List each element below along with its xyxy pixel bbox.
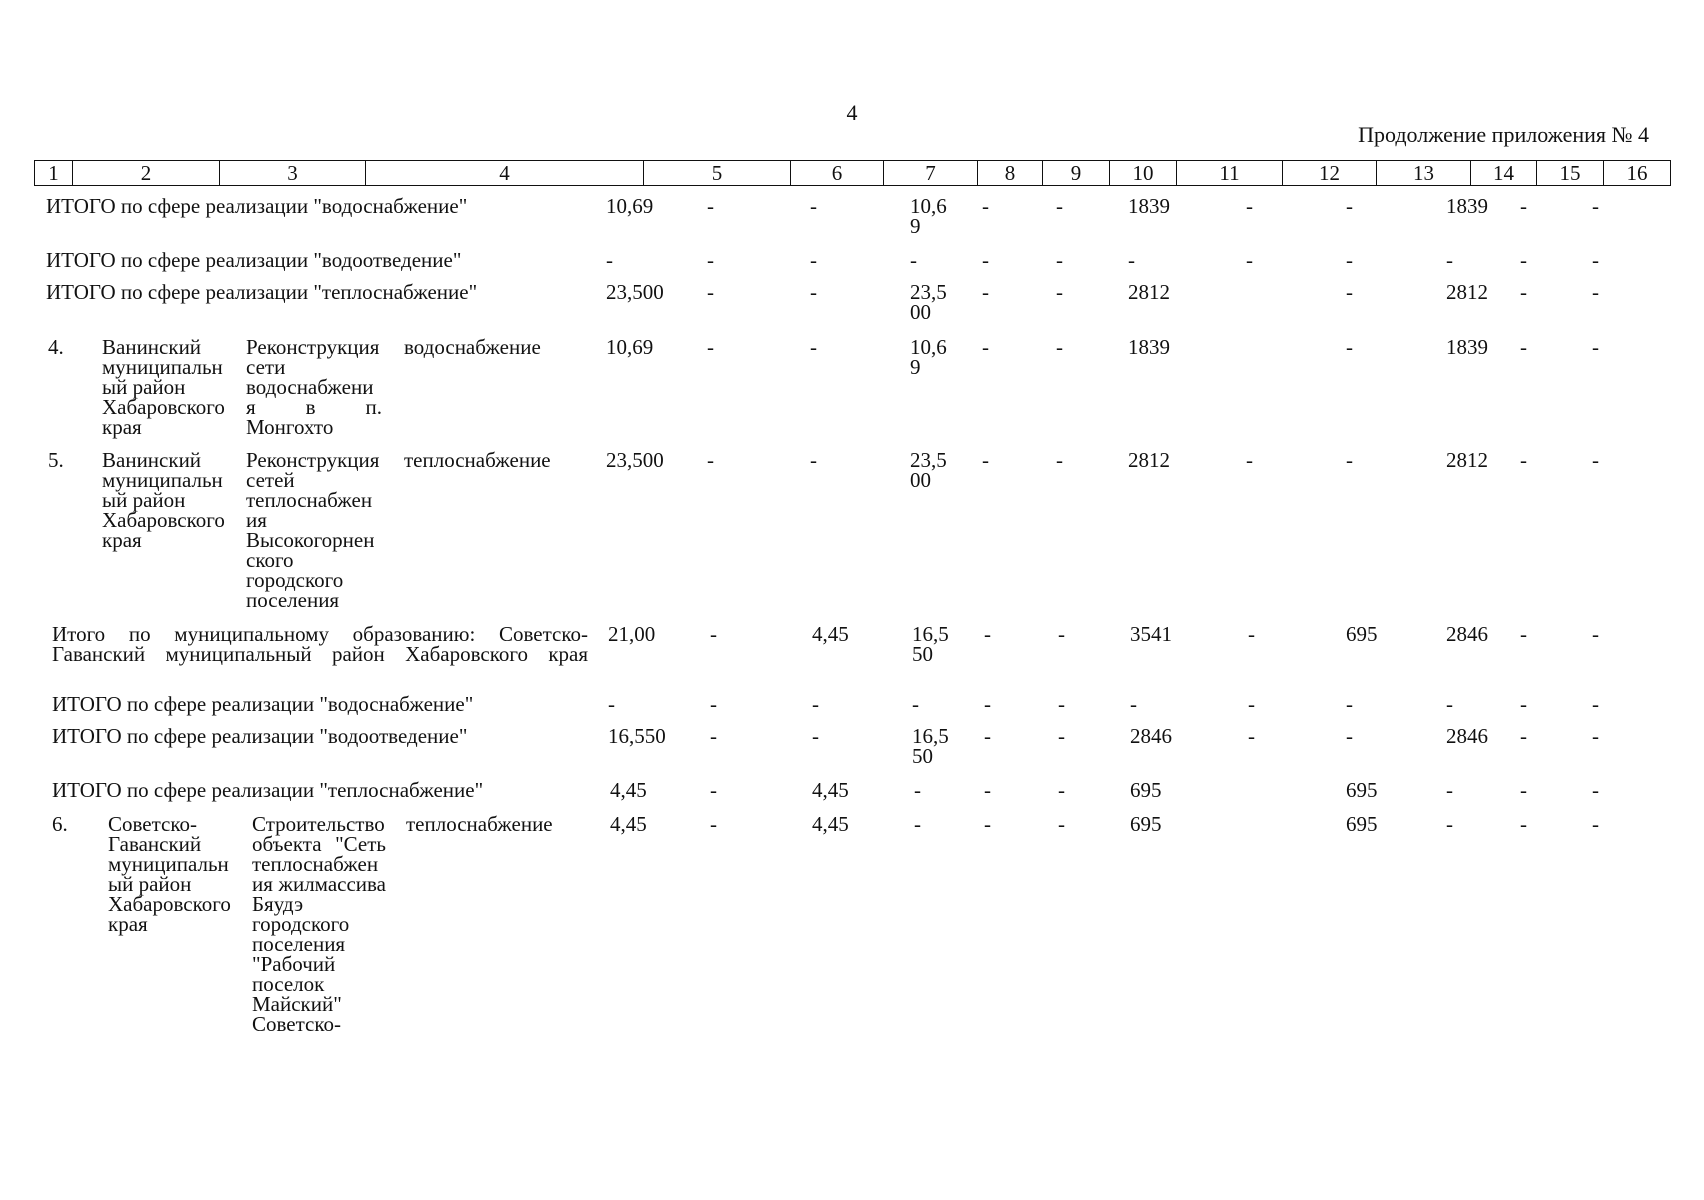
cell-col6: - bbox=[707, 194, 714, 218]
cell-col9: - bbox=[982, 448, 989, 472]
cell-col7: 4,45 bbox=[812, 778, 849, 802]
cell-col8: - bbox=[914, 812, 921, 836]
cell-col15: - bbox=[1520, 622, 1527, 646]
header-col-4: 4 bbox=[366, 161, 644, 186]
row-label: ИТОГО по сфере реализации "водоснабжение" bbox=[46, 194, 468, 218]
cell-col13: - bbox=[1346, 335, 1353, 359]
cell-col13: - bbox=[1346, 280, 1353, 304]
header-col-1: 1 bbox=[35, 161, 73, 186]
cell-col5: 10,69 bbox=[606, 335, 654, 359]
cell-col14: 2812 bbox=[1446, 448, 1488, 472]
cell-col11: 2812 bbox=[1128, 448, 1170, 472]
cell-col6: - bbox=[710, 622, 717, 646]
cell-col7: 4,45 bbox=[812, 812, 849, 836]
cell-col15: - bbox=[1520, 724, 1527, 748]
cell-col5: 23,500 bbox=[606, 280, 664, 304]
cell-col14: 1839 bbox=[1446, 335, 1488, 359]
cell-col15: - bbox=[1520, 778, 1527, 802]
cell-col10: - bbox=[1056, 248, 1063, 272]
cell-col12: - bbox=[1246, 194, 1253, 218]
cell-col6: - bbox=[710, 812, 717, 836]
cell-col12: - bbox=[1248, 622, 1255, 646]
cell-col13: 695 bbox=[1346, 812, 1378, 836]
cell-col16: - bbox=[1592, 448, 1599, 472]
cell-col15: - bbox=[1520, 248, 1527, 272]
cell-col12: - bbox=[1248, 724, 1255, 748]
cell-col8: - bbox=[910, 248, 917, 272]
cell-col13: - bbox=[1346, 724, 1353, 748]
header-col-10: 10 bbox=[1110, 161, 1177, 186]
header-col-11: 11 bbox=[1177, 161, 1283, 186]
row-label: ИТОГО по сфере реализации "водоотведение" bbox=[46, 248, 462, 272]
cell-col16: - bbox=[1592, 335, 1599, 359]
cell-col12: - bbox=[1246, 248, 1253, 272]
row-label: ИТОГО по сфере реализации "водоотведение" bbox=[52, 724, 468, 748]
cell-col7: - bbox=[810, 248, 817, 272]
cell-col12: - bbox=[1246, 448, 1253, 472]
cell-col11: 2812 bbox=[1128, 280, 1170, 304]
cell-col8: 16,550 bbox=[912, 724, 949, 768]
cell-col9: - bbox=[984, 778, 991, 802]
cell-col11: 3541 bbox=[1130, 622, 1172, 646]
header-col-3: 3 bbox=[220, 161, 366, 186]
cell-col6: - bbox=[710, 692, 717, 716]
appendix-title: Продолжение приложения № 4 bbox=[1358, 122, 1649, 147]
cell-col8: 23,500 bbox=[910, 280, 947, 324]
cell-col8: 10,69 bbox=[910, 335, 947, 379]
cell-col15: - bbox=[1520, 280, 1527, 304]
cell-col14: - bbox=[1446, 248, 1453, 272]
header-col-9: 9 bbox=[1043, 161, 1110, 186]
cell-col9: - bbox=[984, 622, 991, 646]
cell-col5: - bbox=[608, 692, 615, 716]
sphere-cell: теплоснабжение bbox=[406, 812, 553, 836]
municipality-cell: Ванинский муниципальный район Хабаровского края bbox=[102, 448, 225, 552]
header-col-6: 6 bbox=[791, 161, 884, 186]
cell-col13: 695 bbox=[1346, 622, 1378, 646]
cell-col11: 695 bbox=[1130, 778, 1162, 802]
cell-col14: - bbox=[1446, 778, 1453, 802]
cell-col10: - bbox=[1058, 724, 1065, 748]
cell-col15: - bbox=[1520, 812, 1527, 836]
cell-col10: - bbox=[1058, 778, 1065, 802]
cell-col5: 16,550 bbox=[608, 724, 666, 748]
cell-col5: 23,500 bbox=[606, 448, 664, 472]
cell-col9: - bbox=[984, 692, 991, 716]
cell-col8: - bbox=[914, 778, 921, 802]
cell-col16: - bbox=[1592, 778, 1599, 802]
cell-col6: - bbox=[707, 335, 714, 359]
cell-col5: - bbox=[606, 248, 613, 272]
cell-col14: 2846 bbox=[1446, 724, 1488, 748]
cell-col10: - bbox=[1056, 448, 1063, 472]
cell-col10: - bbox=[1058, 812, 1065, 836]
municipality-cell: Ванинский муниципальный район Хабаровского края bbox=[102, 335, 225, 439]
cell-col10: - bbox=[1056, 335, 1063, 359]
object-cell: Реконструкция сетей теплоснабжения Высокогорненского городского поселения bbox=[246, 448, 380, 612]
cell-col7: - bbox=[812, 692, 819, 716]
cell-col13: - bbox=[1346, 448, 1353, 472]
cell-col5: 21,00 bbox=[608, 622, 656, 646]
header-col-15: 15 bbox=[1537, 161, 1604, 186]
row-label: ИТОГО по сфере реализации "теплоснабжение" bbox=[46, 280, 478, 304]
row-label: ИТОГО по сфере реализации "теплоснабжение" bbox=[52, 778, 484, 802]
cell-col15: - bbox=[1520, 448, 1527, 472]
cell-col13: - bbox=[1346, 194, 1353, 218]
row-number: 4. bbox=[48, 335, 64, 359]
cell-col15: - bbox=[1520, 335, 1527, 359]
cell-col10: - bbox=[1056, 280, 1063, 304]
header-col-2: 2 bbox=[73, 161, 220, 186]
header-col-14: 14 bbox=[1471, 161, 1537, 186]
cell-col7: - bbox=[810, 335, 817, 359]
sphere-cell: теплоснабжение bbox=[404, 448, 551, 472]
cell-col16: - bbox=[1592, 622, 1599, 646]
cell-col11: 695 bbox=[1130, 812, 1162, 836]
cell-col11: 2846 bbox=[1130, 724, 1172, 748]
cell-col5: 4,45 bbox=[610, 812, 647, 836]
cell-col13: - bbox=[1346, 248, 1353, 272]
cell-col5: 4,45 bbox=[610, 778, 647, 802]
column-header-row bbox=[34, 160, 1671, 186]
cell-col8: 10,69 bbox=[910, 194, 947, 238]
cell-col7: - bbox=[810, 194, 817, 218]
cell-col5: 10,69 bbox=[606, 194, 654, 218]
cell-col14: 2846 bbox=[1446, 622, 1488, 646]
cell-col16: - bbox=[1592, 724, 1599, 748]
cell-col16: - bbox=[1592, 812, 1599, 836]
cell-col6: - bbox=[707, 248, 714, 272]
cell-col14: 2812 bbox=[1446, 280, 1488, 304]
cell-col16: - bbox=[1592, 248, 1599, 272]
cell-col11: - bbox=[1130, 692, 1137, 716]
cell-col10: - bbox=[1056, 194, 1063, 218]
header-col-12: 12 bbox=[1283, 161, 1377, 186]
cell-col16: - bbox=[1592, 280, 1599, 304]
page-number: 4 bbox=[846, 100, 858, 125]
cell-col9: - bbox=[982, 335, 989, 359]
header-col-16: 16 bbox=[1604, 161, 1671, 186]
cell-col8: - bbox=[912, 692, 919, 716]
header-col-5: 5 bbox=[644, 161, 791, 186]
cell-col13: 695 bbox=[1346, 778, 1378, 802]
cell-col16: - bbox=[1592, 194, 1599, 218]
sphere-cell: водоснабжение bbox=[404, 335, 541, 359]
cell-col15: - bbox=[1520, 692, 1527, 716]
row-number: 5. bbox=[48, 448, 64, 472]
cell-col10: - bbox=[1058, 692, 1065, 716]
cell-col14: - bbox=[1446, 812, 1453, 836]
cell-col6: - bbox=[710, 778, 717, 802]
cell-col6: - bbox=[710, 724, 717, 748]
cell-col10: - bbox=[1058, 622, 1065, 646]
cell-col7: - bbox=[810, 280, 817, 304]
object-cell: Реконструкция сети водоснабжения в п. Монгохто bbox=[246, 335, 382, 439]
row-label: Итого по муниципальному образованию: Советско-Гаванский муниципальный район Хабаровского края bbox=[52, 622, 588, 666]
cell-col8: 23,500 bbox=[910, 448, 947, 492]
cell-col7: - bbox=[810, 448, 817, 472]
cell-col11: 1839 bbox=[1128, 194, 1170, 218]
cell-col9: - bbox=[982, 194, 989, 218]
object-cell: Строительство объекта "Сеть теплоснабжения жилмассива Бяудэ городского поселения "Рабочий поселок Майский" Советско- bbox=[252, 812, 386, 1036]
cell-col8: 16,550 bbox=[912, 622, 949, 666]
cell-col9: - bbox=[982, 280, 989, 304]
cell-col9: - bbox=[982, 248, 989, 272]
header-col-7: 7 bbox=[884, 161, 978, 186]
row-label: ИТОГО по сфере реализации "водоснабжение" bbox=[52, 692, 474, 716]
cell-col7: - bbox=[812, 724, 819, 748]
cell-col12: - bbox=[1248, 692, 1255, 716]
header-col-13: 13 bbox=[1377, 161, 1471, 186]
cell-col13: - bbox=[1346, 692, 1353, 716]
header-col-8: 8 bbox=[978, 161, 1043, 186]
cell-col7: 4,45 bbox=[812, 622, 849, 646]
cell-col11: - bbox=[1128, 248, 1135, 272]
cell-col6: - bbox=[707, 448, 714, 472]
cell-col14: - bbox=[1446, 692, 1453, 716]
cell-col6: - bbox=[707, 280, 714, 304]
cell-col15: - bbox=[1520, 194, 1527, 218]
cell-col9: - bbox=[984, 812, 991, 836]
cell-col9: - bbox=[984, 724, 991, 748]
cell-col11: 1839 bbox=[1128, 335, 1170, 359]
cell-col14: 1839 bbox=[1446, 194, 1488, 218]
row-number: 6. bbox=[52, 812, 68, 836]
municipality-cell: Советско-Гаванский муниципальный район Хабаровского края bbox=[108, 812, 231, 936]
cell-col16: - bbox=[1592, 692, 1599, 716]
